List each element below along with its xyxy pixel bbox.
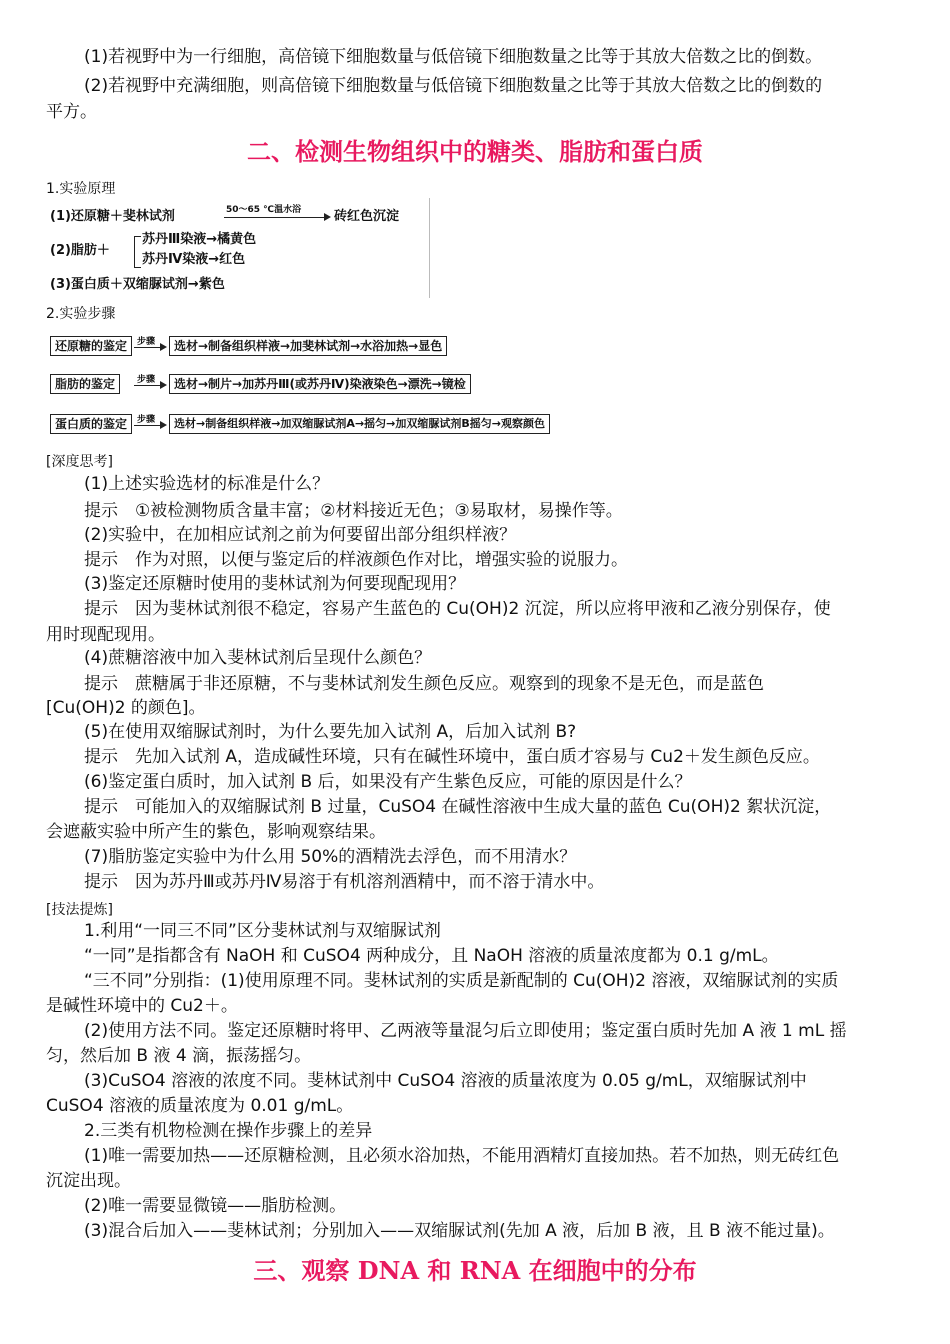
deep-line: 会遮蔽实验中所产生的紫色，影响观察结果。 [46,822,386,842]
intro-line-1: (1)若视野中为一行细胞，高倍镜下细胞数量与低倍镜下细胞数量之比等于其放大倍数之比的倒数。 [84,47,823,67]
skill-line: “一同”是指都含有 NaOH 和 CuSO4 两种成分，且 NaOH 溶液的质量浓度都为 0.1 g/mL。 [84,946,779,966]
principle-r2-a: 苏丹Ⅲ染液→橘黄色 [142,232,257,247]
principle-r2-b: 苏丹Ⅳ染液→红色 [142,252,246,267]
skill-line: (2)使用方法不同。鉴定还原糖时将甲、乙两液等量混匀后立即使用；鉴定蛋白质时先加 A 液 1 mL 摇 [84,1021,847,1041]
principle-r2-left: (2)脂肪＋ [50,243,110,258]
steps-label: 2.实验步骤 [46,306,116,322]
principle-r3: (3)蛋白质＋双缩脲试剂→紫色 [50,277,225,292]
steps-figure [46,326,618,442]
deep-line: 提示 可能加入的双缩脲试剂 B 过量，CuSO4 在碱性溶液中生成大量的蓝色 Cu(OH)2 絮状沉淀， [84,797,832,817]
step-row-2-word: 步骤 [137,375,156,385]
deep-line: 提示 因为苏丹Ⅲ或苏丹Ⅳ易溶于有机溶剂酒精中，而不溶于清水中。 [84,872,605,892]
deep-line: 提示 蔗糖属于非还原糖，不与斐林试剂发生颜色反应。观察到的现象不是无色，而是蓝色 [84,674,764,694]
deep-tag: [深度思考] [46,454,113,470]
skill-line: 匀，然后加 B 液 4 滴，振荡摇匀。 [46,1046,312,1066]
deep-line: 提示 作为对照，以便与鉴定后的样液颜色作对比，增强实验的说服力。 [84,550,628,570]
skill-line: 2.三类有机物检测在操作步骤上的差异 [84,1121,373,1141]
step-row-1-word: 步骤 [137,337,156,347]
principle-r1-condition: 50～65 ℃温水浴 [226,205,302,215]
step-row-3-flow: 选材→制备组织样液→加双缩脲试剂A→摇匀→加双缩脲试剂B摇匀→观察颜色 [169,414,550,434]
principle-figure [46,198,432,298]
deep-line: (2)实验中，在加相应试剂之前为何要留出部分组织样液？ [84,525,517,545]
step-row-1-arrow [134,347,160,348]
step-row-1-name: 还原糖的鉴定 [50,336,132,356]
figure-edge [429,198,430,298]
section-3-title: 三、观察 DNA 和 RNA 在细胞中的分布 [253,1256,697,1285]
intro-line-3: 平方。 [46,102,97,122]
skill-line: (3)CuSO4 溶液的浓度不同。斐林试剂中 CuSO4 溶液的质量浓度为 0.05 g/mL，双缩脲试剂中 [84,1071,807,1091]
arrow-right-icon [160,381,167,389]
skill-line: “三不同”分别指：(1)使用原理不同。斐林试剂的实质是新配制的 Cu(OH)2 溶液，双缩脲试剂的实质 [84,971,839,991]
deep-line: 提示 因为斐林试剂很不稳定，容易产生蓝色的 Cu(OH)2 沉淀，所以应将甲液和乙液分别保存，使 [84,599,831,619]
skill-line: 是碱性环境中的 Cu2＋。 [46,996,238,1016]
step-row-3-arrow [134,425,160,426]
skill-line: 沉淀出现。 [46,1171,131,1191]
deep-line: (4)蔗糖溶液中加入斐林试剂后呈现什么颜色？ [84,648,432,668]
step-row-2-arrow [134,385,160,386]
deep-line: (3)鉴定还原糖时使用的斐林试剂为何要现配现用？ [84,574,466,594]
step-row-2-flow: 选材→制片→加苏丹Ⅲ(或苏丹Ⅳ)染液染色→漂洗→镜检 [169,374,471,394]
deep-line: (5)在使用双缩脲试剂时，为什么要先加入试剂 A，后加入试剂 B? [84,722,577,742]
skill-tag: [技法提炼] [46,902,113,918]
skill-line: CuSO4 溶液的质量浓度为 0.01 g/mL。 [46,1096,354,1116]
deep-line: 提示 ①被检测物质含量丰富；②材料接近无色；③易取材，易操作等。 [84,501,623,521]
skill-line: 1.利用“一同三不同”区分斐林试剂与双缩脲试剂 [84,921,441,941]
step-row-3-name: 蛋白质的鉴定 [50,414,132,434]
arrow-right-icon [160,421,167,429]
deep-line: (7)脂肪鉴定实验中为什么用 50%的酒精洗去浮色，而不用清水？ [84,847,577,867]
principle-r1-arrow [224,217,324,218]
section-2-title: 二、检测生物组织中的糖类、脂肪和蛋白质 [247,137,703,166]
deep-line: 用时现配现用。 [46,625,165,645]
skill-line: (1)唯一需要加热——还原糖检测，且必须水浴加热，不能用酒精灯直接加热。若不加热，则无砖红色 [84,1146,840,1166]
deep-line: (1)上述实验选材的标准是什么？ [84,474,330,494]
deep-line: (6)鉴定蛋白质时，加入试剂 B 后，如果没有产生紫色反应，可能的原因是什么？ [84,772,692,792]
arrow-right-icon [160,343,167,351]
step-row-3-word: 步骤 [137,415,156,425]
step-row-2-name: 脂肪的鉴定 [50,374,120,394]
deep-line: 提示 先加入试剂 A，造成碱性环境，只有在碱性环境中，蛋白质才容易与 Cu2＋发生颜色反应。 [84,747,820,767]
skill-line: (3)混合后加入——斐林试剂；分别加入——双缩脲试剂(先加 A 液，后加 B 液，且 B 液不能过量)。 [84,1221,835,1241]
skill-line: (2)唯一需要显微镜——脂肪检测。 [84,1196,347,1216]
arrow-right-icon [324,213,331,221]
principle-r1-left: (1)还原糖＋斐林试剂 [50,209,175,224]
principle-r1-right: 砖红色沉淀 [334,209,400,224]
step-row-1-flow: 选材→制备组织样液→加斐林试剂→水浴加热→显色 [169,336,447,356]
deep-line: [Cu(OH)2 的颜色]。 [46,698,206,718]
intro-line-2: (2)若视野中充满细胞，则高倍镜下细胞数量与低倍镜下细胞数量之比等于其放大倍数之比的倒数的 [84,76,823,96]
brace-icon [134,236,141,268]
principle-label: 1.实验原理 [46,181,116,197]
